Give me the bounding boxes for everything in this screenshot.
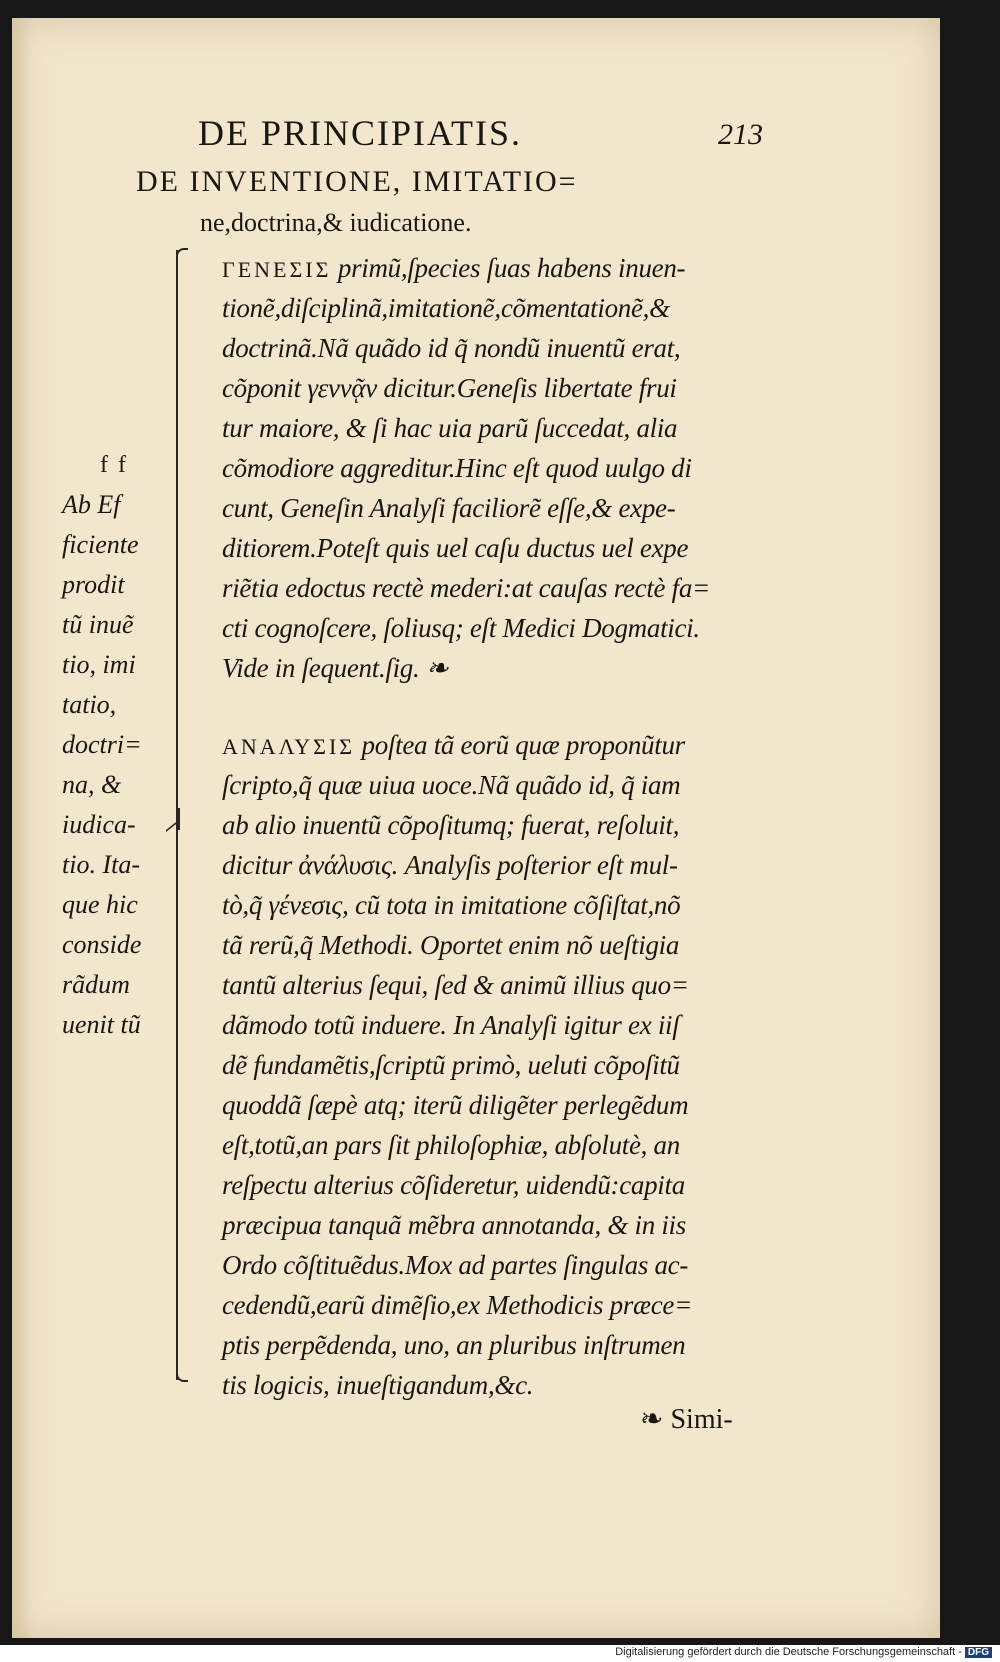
margin-note-line: rãdum (62, 970, 130, 999)
margin-note-line: iudica- (62, 810, 136, 839)
analysis-line: quoddã ſæpè atq; iterũ diligẽter perlegẽdum (222, 1090, 689, 1120)
margin-note-line: tio, imi (62, 650, 136, 679)
genesis-line: cõmodiore aggreditur.Hinc eſt quod uulgo di (222, 453, 692, 483)
genesis-line: riẽtia edoctus rectè mederi:at cauſas rectè fa= (222, 573, 710, 603)
analysis-first-line (222, 730, 685, 761)
genesis-line: doctrinã.Nã quãdo id q̃ nondũ inuentũ erat, (222, 333, 681, 363)
margin-note-line: tio. Ita- (62, 850, 140, 879)
analysis-line: ptis perpẽdenda, uno, an pluribus inſtrumen (222, 1330, 686, 1360)
analysis-line: tantũ alterius ſequi, ſed & animũ illius quo= (222, 970, 689, 1000)
dfg-logo[interactable]: DFG (965, 1647, 992, 1658)
margin-note-line: na, & (62, 770, 122, 799)
margin-note-line: ficiente (62, 530, 139, 559)
running-head: DE PRINCIPIATIS. (198, 113, 523, 153)
section-heading: DE INVENTIONE, IMITATIO= (136, 165, 578, 198)
analysis-line: ab alio inuentũ cõpoſitumq; fuerat, reſoluit, (222, 810, 680, 840)
catchword: ❧ Simi- (640, 1404, 733, 1435)
margin-note-line: doctri= (62, 730, 142, 759)
analysis-line: reſpectu alterius cõſideretur, uidendũ:capita (222, 1170, 685, 1200)
analysis-lead-word: ΑΝΑΛΥΣΙΣ (222, 734, 356, 759)
digitization-credit (615, 1646, 992, 1658)
margin-note-line: prodit (62, 570, 125, 599)
genesis-line: tur maiore, & ſi hac uia parũ ſuccedat, alia (222, 413, 678, 443)
genesis-line: tionẽ,diſciplinã,imitationẽ,cõmentationẽ,& (222, 293, 670, 323)
genesis-line: cti cognoſcere, ſoliusq; eſt Medici Dogmatici. (222, 613, 700, 643)
analysis-line: tã rerũ,q̃ Methodi. Oportet enim nõ ueſtigia (222, 930, 680, 960)
genesis-line: ditiorem.Poteſt quis uel caſu ductus uel expe (222, 533, 689, 563)
analysis-line: dẽ fundamẽtis,ſcriptũ primò, ueluti cõpoſitũ (222, 1050, 680, 1080)
analysis-line: eſt,totũ,an pars ſit philoſophiæ, abſolutè, an (222, 1130, 680, 1160)
page-number: 213 (718, 118, 763, 151)
margin-note-line: tũ inuẽ (62, 610, 134, 639)
analysis-line: Ordo cõſtituẽdus.Mox ad partes ſingulas ac- (222, 1250, 689, 1280)
margin-signature-mark: f f (100, 452, 128, 478)
genesis-first-line-text: primũ,ſpecies ſuas habens inuen- (331, 253, 686, 283)
analysis-line: dicitur ἀνάλυσις. Analyſis poſterior eſt mul- (222, 850, 678, 880)
page-gutter-shadow (12, 18, 30, 1638)
genesis-lead-word: ΓΕΝΕΣΙΣ (222, 257, 332, 282)
digitization-credit-text: Digitalisierung gefördert durch die Deutsche Forschungsgemeinschaft - (615, 1646, 962, 1658)
curly-brace-point (164, 808, 180, 830)
genesis-first-line (222, 253, 685, 284)
margin-note-line: tatio, (62, 690, 117, 719)
analysis-line: cedendũ,earũ dimẽſio,ex Methodicis præce= (222, 1290, 693, 1320)
analysis-line: tò,q̃ γένεσις, cũ tota in imitatione cõſiſtat,nõ (222, 890, 681, 920)
margin-note-line: que hic (62, 890, 138, 919)
margin-note-line: Ab Ef (62, 490, 121, 519)
analysis-first-line-text: poſtea tã eorũ quæ proponũtur (355, 730, 685, 760)
analysis-line: præcipua tanquã mẽbra annotanda, & in iis (222, 1210, 686, 1240)
section-heading-continuation: ne,doctrina,& iudicatione. (200, 208, 472, 237)
margin-note-line: conside (62, 930, 142, 959)
genesis-line: cõponit γεννᾷν dicitur.Geneſis libertate frui (222, 373, 677, 403)
analysis-line: ſcripto,q̃ quæ uiua uoce.Nã quãdo id, q̃ iam (222, 770, 681, 800)
analysis-line: tis logicis, inueſtigandum,&c. (222, 1370, 534, 1400)
genesis-line: cunt, Geneſin Analyſi faciliorẽ eſſe,& expe- (222, 493, 676, 523)
analysis-line: dãmodo totũ induere. In Analyſi igitur ex iiſ (222, 1010, 680, 1040)
genesis-line: Vide in ſequent.ſig. ❧ (222, 653, 449, 683)
margin-note-line: uenit tũ (62, 1010, 141, 1039)
